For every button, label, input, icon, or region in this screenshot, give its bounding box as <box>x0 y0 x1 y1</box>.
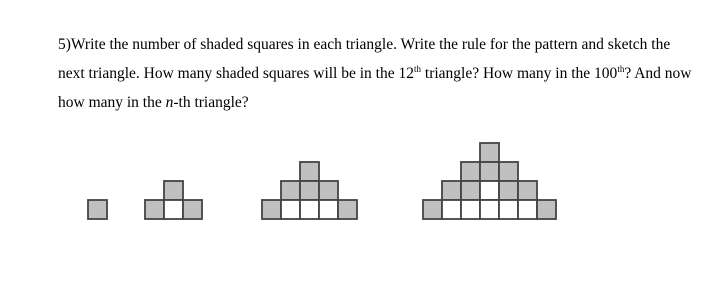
shaded-square <box>145 200 164 219</box>
unshaded-square <box>480 200 499 219</box>
unshaded-square <box>300 200 319 219</box>
shaded-square <box>300 162 319 181</box>
shaded-square <box>319 181 338 200</box>
triangle-1 <box>88 200 107 219</box>
unshaded-square <box>319 200 338 219</box>
shaded-square <box>461 181 480 200</box>
shaded-square <box>88 200 107 219</box>
shaded-square <box>164 181 183 200</box>
unshaded-square <box>281 200 300 219</box>
shaded-square <box>499 162 518 181</box>
shaded-square <box>480 162 499 181</box>
shaded-square <box>183 200 202 219</box>
unshaded-square <box>442 200 461 219</box>
shaded-square <box>480 143 499 162</box>
ordinal-suffix-100: th <box>617 64 625 74</box>
shaded-square <box>281 181 300 200</box>
shaded-square <box>423 200 442 219</box>
unshaded-square <box>499 200 518 219</box>
unshaded-square <box>480 181 499 200</box>
unshaded-square <box>164 200 183 219</box>
ordinal-suffix-12: th <box>414 64 422 74</box>
shaded-square <box>537 200 556 219</box>
question-part-4: -th triangle? <box>173 94 249 111</box>
question-part-2: triangle? How many in the 100 <box>421 65 618 82</box>
shaded-square <box>300 181 319 200</box>
shaded-square <box>442 181 461 200</box>
shaded-square <box>461 162 480 181</box>
question-part-1: Write the number of shaded squares in each triangle. Write the rule for the pattern and sketch the next triangle. How many shaded squares will be in the 12 <box>58 36 671 82</box>
variable-n: n <box>165 94 174 111</box>
triangle-4 <box>423 143 556 219</box>
shaded-square <box>499 181 518 200</box>
shaded-square <box>518 181 537 200</box>
unshaded-square <box>461 200 480 219</box>
question-number: 5) <box>58 36 71 53</box>
shaded-square <box>338 200 357 219</box>
shaded-square <box>262 200 281 219</box>
question-part-3: ? And now how many in the <box>58 65 692 111</box>
triangle-2 <box>145 181 202 219</box>
unshaded-square <box>518 200 537 219</box>
triangle-3 <box>262 162 357 219</box>
